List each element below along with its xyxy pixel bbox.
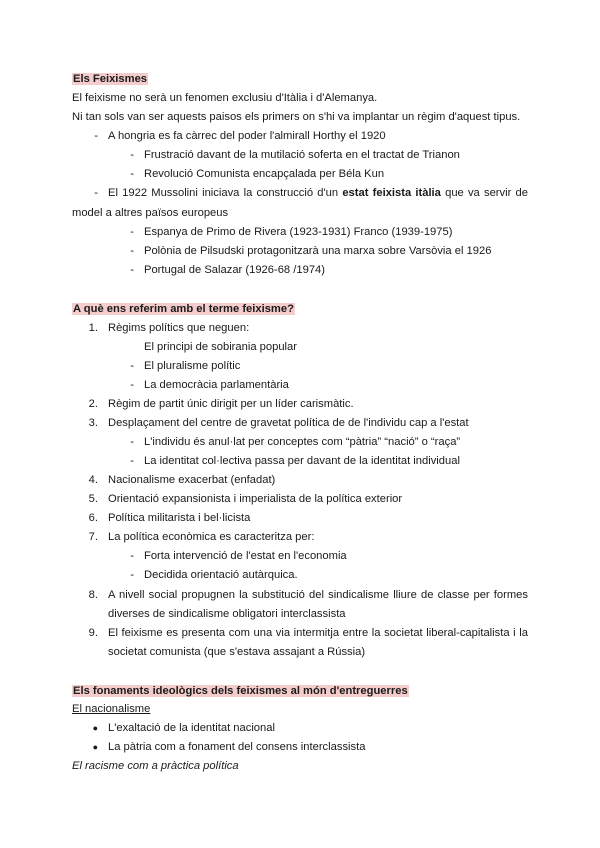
heading-els-feixismes: Els Feixismes <box>73 73 148 85</box>
list-dash: - <box>130 379 134 391</box>
italic-subheading-racisme: El racisme com a pràctica política <box>72 760 239 772</box>
subheading-nacionalisme: El nacionalisme <box>72 703 151 715</box>
list-dash: - <box>94 187 98 199</box>
sub-item-autarquica: Decidida orientació autàrquica. <box>144 569 298 581</box>
numbered-item-8-cont: diverses de sindicalisme obligatori interclassista <box>108 608 346 620</box>
list-item-espanya: Espanya de Primo de Rivera (1923-1931) Franco (1939-1975) <box>144 226 453 238</box>
sub-item-pluralisme: El pluralisme polític <box>144 360 241 372</box>
sub-item-identitat: La identitat col·lectiva passa per davant de la identitat individual <box>144 455 460 467</box>
numbered-item-8: A nivell social propugnen la substitució del sindicalisme lliure de classe per formes <box>108 589 528 601</box>
list-dash: - <box>130 550 134 562</box>
list-number: 5. <box>88 493 98 505</box>
list-number: 4. <box>88 474 98 486</box>
list-dash: - <box>94 130 98 142</box>
list-number: 1. <box>88 322 98 334</box>
list-number: 8. <box>88 589 98 601</box>
numbered-item-9: El feixisme es presenta com una via intermitja entre la societat liberal-capitalista i la <box>108 627 528 639</box>
list-number: 6. <box>88 512 98 524</box>
sub-item-democracia: La democràcia parlamentària <box>144 379 289 391</box>
sub-item-intervencio: Forta intervenció de l'estat en l'economia <box>144 550 347 562</box>
list-dash: - <box>130 226 134 238</box>
numbered-item-1: Règims polítics que neguen: <box>108 322 250 334</box>
list-dash: - <box>130 168 134 180</box>
numbered-item-7: La política econòmica es caracteritza per: <box>108 531 315 543</box>
list-dash: - <box>130 436 134 448</box>
list-item-hungary: A hongria es fa càrrec del poder l'almirall Horthy el 1920 <box>108 130 386 142</box>
list-item-polonia: Polònia de Pilsudski protagonitzarà una marxa sobre Varsòvia el 1926 <box>144 245 492 257</box>
bullet-item-exaltacio: L'exaltació de la identitat nacional <box>108 722 275 734</box>
bullet-icon: ● <box>92 723 98 733</box>
list-item-italy-cont: model a altres països europeus <box>72 207 229 219</box>
heading-terme-feixisme: A què ens referim amb el terme feixisme? <box>73 303 294 315</box>
numbered-item-2: Règim de partit únic dirigit per un líder carismàtic. <box>108 398 354 410</box>
numbered-item-3: Desplaçament del centre de gravetat política de de l'individu cap a l'estat <box>108 417 469 429</box>
list-number: 2. <box>88 398 98 410</box>
list-number: 3. <box>88 417 98 429</box>
intro-line-2: Ni tan sols van ser aquests paisos els primers on s'hi va implantar un règim d'aquest tipus. <box>72 111 521 123</box>
list-dash: - <box>130 149 134 161</box>
sub-item-individu: L'individu és anul·lat per conceptes com “pàtria” “nació” o “raça” <box>144 436 461 448</box>
list-item-italy: El 1922 Mussolini iniciava la construcció d'un estat feixista itàlia que va servir de <box>108 187 528 199</box>
sub-item-sobirania: El principi de sobirania popular <box>144 341 297 353</box>
list-dash: - <box>130 569 134 581</box>
numbered-item-6: Política militarista i bel·licista <box>108 512 251 524</box>
list-item-trianon: Frustració davant de la mutilació soferta en el tractat de Trianon <box>144 149 460 161</box>
list-number: 7. <box>88 531 98 543</box>
list-dash: - <box>130 360 134 372</box>
list-item-bela-kun: Revolució Comunista encapçalada per Béla Kun <box>144 168 385 180</box>
bullet-icon: ● <box>92 742 98 752</box>
list-number: 9. <box>88 627 98 639</box>
list-item-portugal: Portugal de Salazar (1926-68 /1974) <box>144 264 325 276</box>
numbered-item-5: Orientació expansionista i imperialista de la política exterior <box>108 493 403 505</box>
numbered-item-4: Nacionalisme exacerbat (enfadat) <box>108 474 276 486</box>
list-dash: - <box>130 264 134 276</box>
intro-line-1: El feixisme no serà un fenomen exclusiu d'Itàlia i d'Alemanya. <box>72 92 378 104</box>
list-dash: - <box>130 245 134 257</box>
numbered-item-9-cont: societat comunista (que s'estava assajant a Rússia) <box>108 646 366 658</box>
bullet-item-patria: La pàtria com a fonament del consens interclassista <box>108 741 366 753</box>
list-dash: - <box>130 455 134 467</box>
heading-fonaments-ideologics: Els fonaments ideològics dels feixismes al món d'entreguerres <box>73 685 408 697</box>
bold-estat-feixista: estat feixista itàlia <box>342 187 441 199</box>
